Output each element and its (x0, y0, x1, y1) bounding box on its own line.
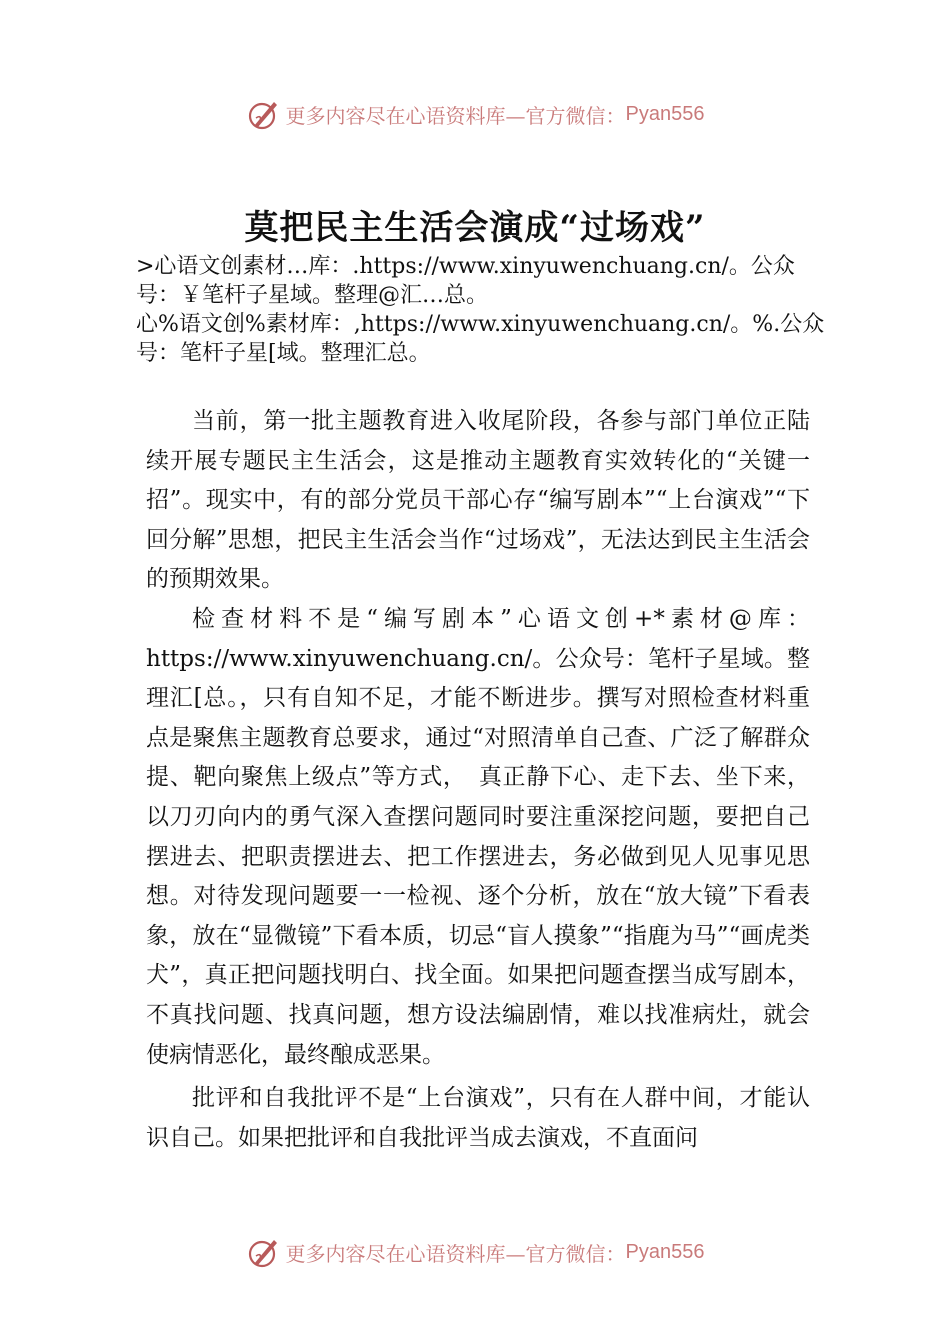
paragraph: 检查材料不是“编写剧本”心语文创+*素材@库：https://www.xinyuwenchuang.cn/。公众号：笔杆子星域。整理汇[总。，只有自知不足，才能不断进步。撰写对照检查材料重点是聚焦主题教育总要求，通过“对照清单自己查、广泛了解群众提、靶向聚焦上级点”等方式， 真正静下心、走下去、坐下来，以刀刃向内的勇气深入查摆问题同时要注重深挖问题，要把自己摆进去、把职责摆进去、把工作摆进去，务必做到见人见事见思想。对待发现问题要一一检视、逐个分析，放在“放大镜”下看表象，放在“显微镜”下看本质，切忌“盲人摸象”“指鹿为马”“画虎类犬”，真正把问题找明白、找全面。如果把问题查摆当成写剧本，不真找问题、找真问题，想方设法编剧情，难以找准病灶，就会使病情恶化，最终酿成恶果。 (146, 605, 810, 1068)
quill-pen-circle-icon (246, 1234, 282, 1270)
banner-wechat-id: Pyan556 (625, 1240, 705, 1263)
footer-banner (0, 1232, 950, 1272)
source-line-2: 心%语文创%素材库：,https://www.xinyuwenchuang.cn/。%.公众号：笔杆子星[域。整理汇总。 (136, 312, 825, 366)
paragraph: 批评和自我批评不是“上台演戏”，只有在人群中间，才能认识自己。如果把批评和自我批评当成去演戏，不直面问 (146, 1085, 810, 1151)
header-banner (0, 94, 950, 134)
paragraph: 当前，第一批主题教育进入收尾阶段，各参与部门单位正陆续开展专题民主生活会，这是推动主题教育实效转化的“关键一招”。现实中，有的部分党员干部心存“编写剧本”“上台演戏”“下回分解”思想，把民主生活会当作“过场戏”，无法达到民主生活会的预期效果。 (146, 408, 810, 593)
banner-text: 更多内容尽在心语资料库—官方微信： (285, 1241, 626, 1266)
document-body (146, 402, 810, 1158)
document-title: 莫把民主生活会演成“过场戏” (244, 208, 706, 248)
banner-wechat-id: Pyan556 (625, 102, 705, 125)
quill-pen-circle-icon (246, 96, 282, 132)
source-line-1: >心语文创素材…库：.https://www.xinyuwenchuang.cn/。公众号：￥笔杆子星域。整理@汇…总。 (136, 254, 795, 308)
banner-text: 更多内容尽在心语资料库—官方微信： (285, 103, 626, 128)
